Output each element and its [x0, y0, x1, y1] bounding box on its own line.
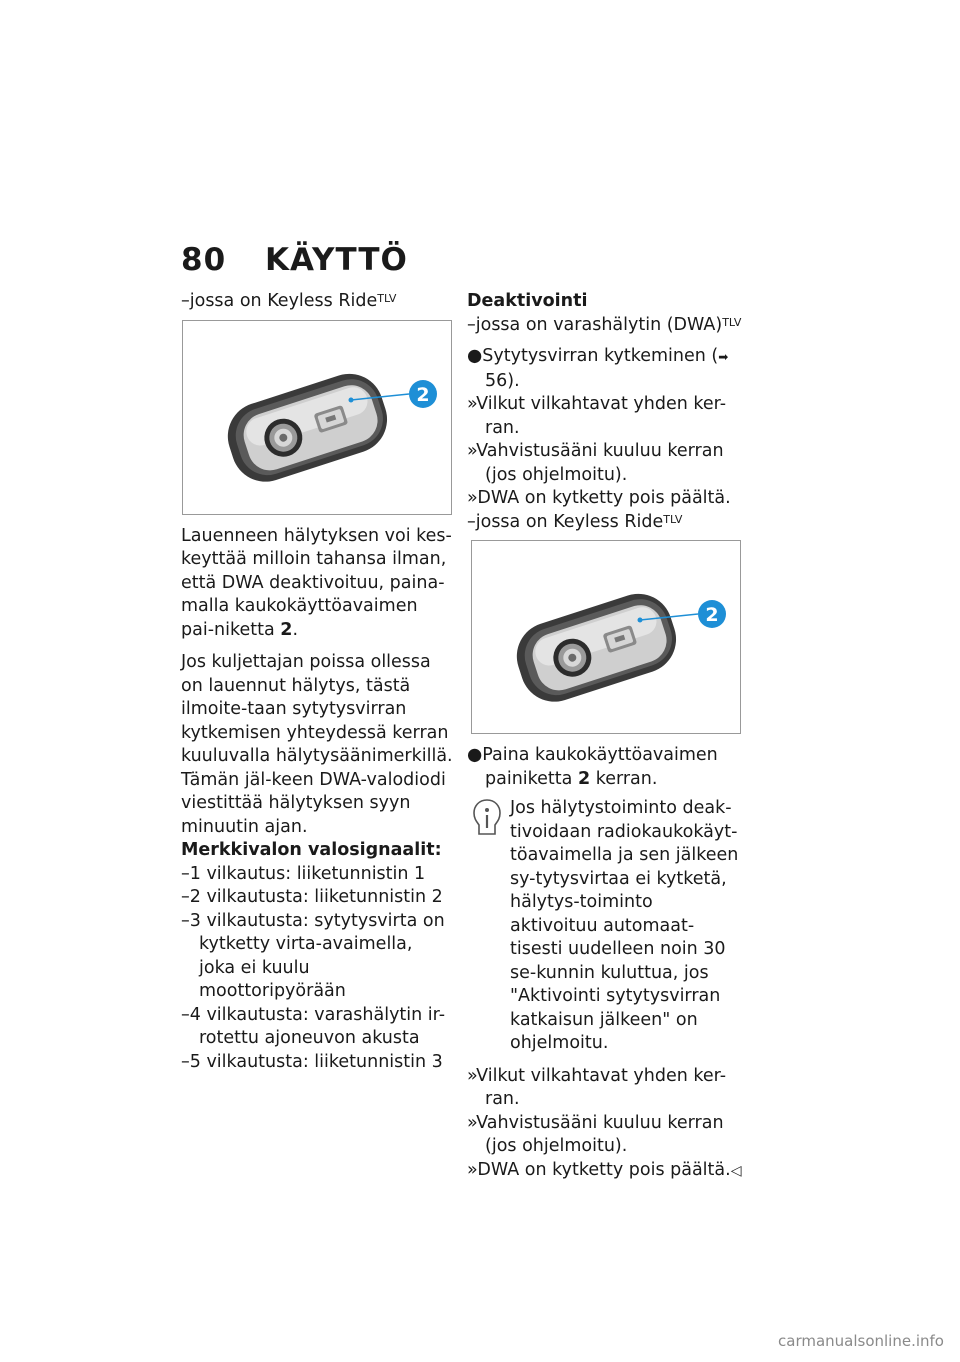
- signal-item: –3 vilkautusta: sytytysvirta on kytketty virta-avaimella, joka ei kuulu moottoripyörään: [181, 910, 445, 1001]
- signal-item: –2 vilkautusta: liiketunnistin 2: [181, 887, 443, 907]
- key-fob-illustration: [472, 541, 740, 733]
- para-alarm-notice: Jos kuljettajan poissa ollessa on lauennut hälytys, tästä ilmoite-taan sytytysvirran kytkemisen yhteydessä kerran kuuluvalla hälytysäänimerkillä. Tämän jäl-keen DWA-valodiodi viestittää hälytyksen syyn minuutin ajan.: [181, 652, 453, 837]
- signal-item: –5 vilkautusta: liiketunnistin 3: [181, 1051, 443, 1072]
- result-item: »Vilkut vilkahtavat yhden ker-ran.: [467, 394, 727, 438]
- step-press-button: ●Paina kaukokäyttöavaimen painiketta 2 kerran.: [467, 745, 718, 789]
- result-item: »Vahvistusääni kuuluu kerran (jos ohjelmoitu).: [467, 1112, 724, 1156]
- result-item: »Vilkut vilkahtavat yhden ker-ran.: [467, 1065, 727, 1109]
- signals-heading: Merkkivalon valosignaalit:: [181, 840, 442, 860]
- end-of-section-icon: ◁: [730, 1162, 742, 1179]
- result-item: »DWA on kytketty pois päältä.◁: [467, 1159, 742, 1180]
- right-column: [467, 290, 742, 1183]
- callout-number: 2: [705, 604, 719, 626]
- page-ref-arrow-icon: ➡: [718, 350, 729, 364]
- result-item: »Vahvistusääni kuuluu kerran (jos ohjelmoitu).: [467, 441, 724, 485]
- variant-label: –jossa on Keyless Ride$^{TLV}$: [181, 291, 397, 311]
- result-item: »DWA on kytketty pois päältä.: [467, 488, 731, 508]
- variant-label: –jossa on Keyless Ride$^{TLV}$: [467, 511, 683, 532]
- section-heading: Deaktivointi: [467, 291, 588, 311]
- page-header: [181, 242, 408, 278]
- key-fob-figure: [471, 540, 741, 734]
- info-text: Jos hälytystoiminto deak-tivoidaan radiokaukokäyt-töavaimella ja sen jälkeen sy-tytysvirtaa ei kytketä, hälytys-toiminto aktivoituu automaat-tisesti uudelleen noin 30 se-kunnin kuluttua, jos "Aktivointi sytytysvirran katkaisun jälkeen" on ohjelmoitu.: [510, 798, 739, 1053]
- signal-item: –4 vilkautusta: varashälytin ir-rotettu ajoneuvon akusta: [181, 1004, 446, 1048]
- step-ignition: ●Sytytysvirran kytkeminen (➡ 56).: [467, 346, 729, 391]
- left-column: [181, 290, 453, 1074]
- info-note: [467, 797, 742, 1056]
- key-fob-figure: [182, 320, 452, 515]
- chapter-title: KÄYTTÖ: [265, 242, 408, 278]
- callout-number: 2: [416, 383, 430, 406]
- watermark: carmanualsonline.info: [778, 1332, 944, 1350]
- variant-label: –jossa on varashälytin (DWA)$^{TLV}$: [467, 314, 742, 335]
- para-interrupt-alarm: Lauenneen hälytyksen voi kes-keyttää milloin tahansa ilman, että DWA deaktivoituu, paina-malla kaukokäyttöavaimen pai-niketta 2.: [181, 525, 452, 640]
- page-number: 80: [181, 242, 227, 278]
- info-icon: [471, 797, 503, 837]
- key-fob-illustration: [183, 321, 451, 514]
- signal-item: –1 vilkautus: liiketunnistin 1: [181, 863, 426, 884]
